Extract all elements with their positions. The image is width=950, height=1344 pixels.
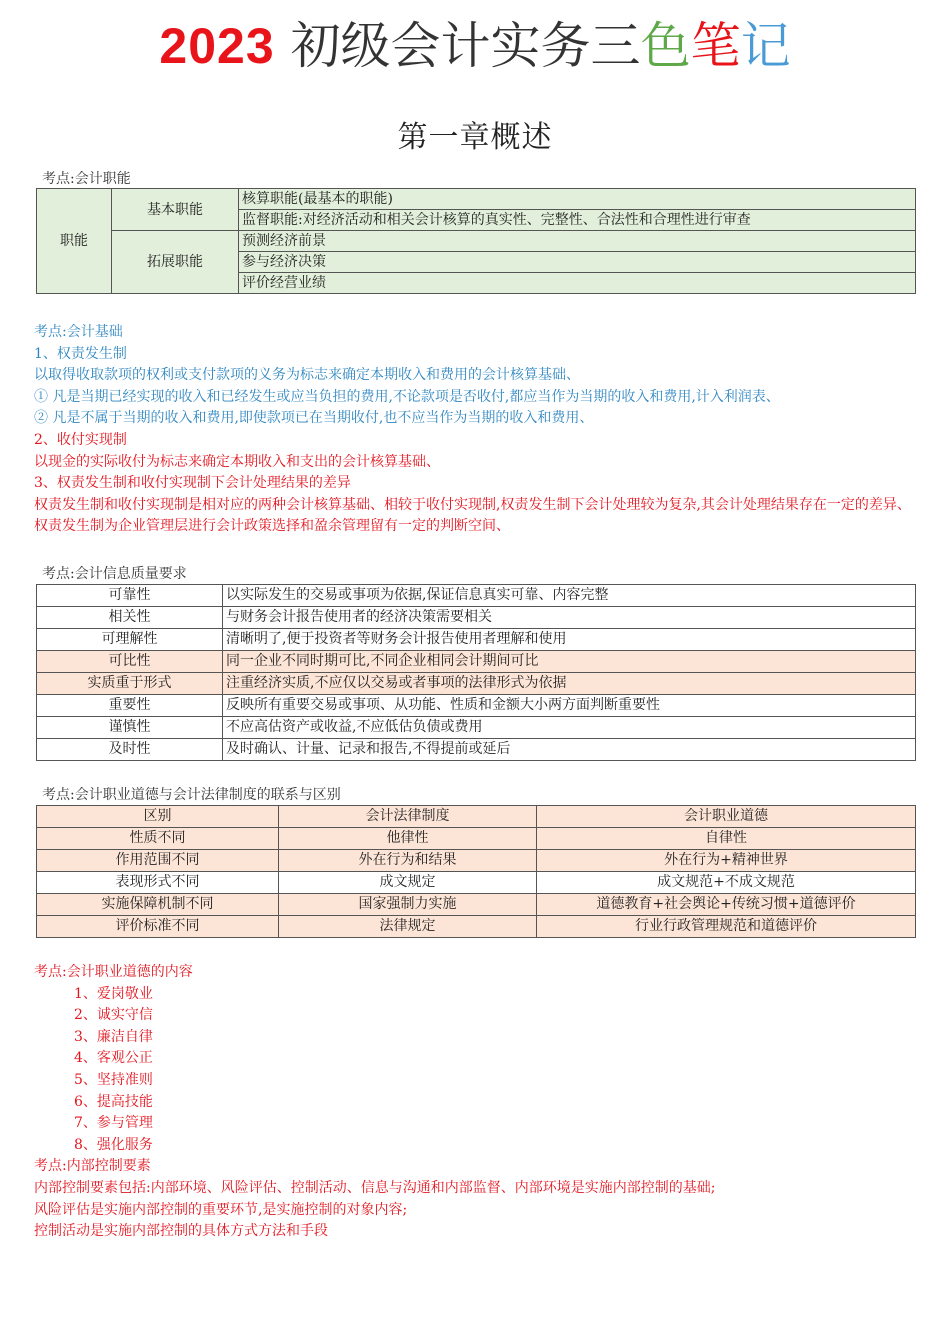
basis-diff-text: 权责发生制和收付实现制是相对应的两种会计核算基础、相较于收付实现制,权责发生制下会计处理较为复杂,其会计处理结果存在一定的差异、权责发生制为企业管理层进行会计政策选择和盈余管理留有一定的判断空间、 <box>34 496 911 535</box>
table-row <box>37 673 916 695</box>
table-row <box>37 894 916 916</box>
accrual-title: 1、权责发生制 <box>34 345 127 362</box>
ethics-law-caption: 考点:会计职业道德与会计法律制度的联系与区别 <box>42 787 341 803</box>
document-title <box>0 16 950 76</box>
table-row <box>37 828 916 850</box>
ethics-content-heading: 考点:会计职业道德的内容 <box>34 964 193 980</box>
list-item: 3、廉洁自律 <box>74 1028 153 1045</box>
basis-heading: 考点:会计基础 <box>34 324 123 340</box>
quality-key: 相关性 <box>37 607 223 629</box>
extended-functions-label: 拓展职能 <box>112 231 239 294</box>
quality-value: 同一企业不同时期可比,不同企业相同会计期间可比 <box>223 651 916 673</box>
list-item: 5、坚持准则 <box>74 1071 153 1088</box>
quality-key: 重要性 <box>37 695 223 717</box>
quality-key: 实质重于形式 <box>37 673 223 695</box>
extended-function-item: 评价经营业绩 <box>239 273 916 294</box>
quality-value: 不应高估资产或收益,不应低估负债或费用 <box>223 717 916 739</box>
column-header: 会计法律制度 <box>279 806 537 828</box>
table-cell: 法律规定 <box>279 916 537 938</box>
list-item: 6、提高技能 <box>74 1093 153 1110</box>
table-cell: 国家强制力实施 <box>279 894 537 916</box>
accrual-point-1: ① 凡是当期已经实现的收入和已经发生或应当负担的费用,不论款项是否收付,都应当作为当期的收入和费用,计入利润表、 <box>34 388 780 405</box>
accrual-definition: 以取得收取款项的权利或支付款项的义务为标志来确定本期收入和费用的会计核算基础、 <box>34 367 580 384</box>
table-row <box>37 607 916 629</box>
quality-key: 及时性 <box>37 739 223 761</box>
table-header-row <box>37 806 916 828</box>
table-cell: 行业行政管理规范和道德评价 <box>537 916 916 938</box>
quality-caption: 考点:会计信息质量要求 <box>42 566 187 582</box>
quality-value: 与财务会计报告使用者的经济决策需要相关 <box>223 607 916 629</box>
ethics-content-section <box>34 962 715 1243</box>
table-cell: 外在行为和结果 <box>279 850 537 872</box>
quality-key: 可靠性 <box>37 585 223 607</box>
title-char-pen: 笔 <box>690 17 741 75</box>
accrual-point-2: ② 凡是不属于当期的收入和费用,即使款项已在当期收付,也不应当作为当期的收入和费用、 <box>34 410 594 427</box>
table-cell: 外在行为+精神世界 <box>537 850 916 872</box>
internal-control-line: 风险评估是实施内部控制的重要环节,是实施控制的对象内容; <box>34 1201 408 1218</box>
basic-function-item: 核算职能(最基本的职能) <box>239 189 916 210</box>
table-row <box>37 695 916 717</box>
list-item: 4、客观公正 <box>74 1050 153 1067</box>
table-row <box>37 739 916 761</box>
table-row <box>37 916 916 938</box>
table-row <box>37 717 916 739</box>
basic-functions-label: 基本职能 <box>112 189 239 231</box>
accounting-basis-section <box>34 322 916 538</box>
table-row <box>37 872 916 894</box>
column-header: 区别 <box>37 806 279 828</box>
quality-table <box>36 584 916 761</box>
extended-function-item: 预测经济前景 <box>239 231 916 252</box>
functions-caption: 考点:会计职能 <box>42 171 131 187</box>
column-header: 会计职业道德 <box>537 806 916 828</box>
quality-value: 清晰明了,便于投资者等财务会计报告使用者理解和使用 <box>223 629 916 651</box>
quality-key: 谨慎性 <box>37 717 223 739</box>
table-cell: 表现形式不同 <box>37 872 279 894</box>
internal-control-line: 内部控制要素包括:内部环境、风险评估、控制活动、信息与沟通和内部监督、内部环境是实施内部控制的基础; <box>34 1179 716 1196</box>
table-cell: 实施保障机制不同 <box>37 894 279 916</box>
functions-root: 职能 <box>37 189 112 294</box>
internal-control-heading: 考点:内部控制要素 <box>34 1158 151 1175</box>
basic-function-item: 监督职能:对经济活动和相关会计核算的真实性、完整性、合法性和合理性进行审查 <box>239 210 916 231</box>
functions-table <box>36 188 916 294</box>
table-cell: 成文规范+不成文规范 <box>537 872 916 894</box>
quality-key: 可理解性 <box>37 629 223 651</box>
table-row <box>37 850 916 872</box>
table-cell: 性质不同 <box>37 828 279 850</box>
ethics-law-table <box>36 805 916 938</box>
table-cell: 道德教育+社会舆论+传统习惯+道德评价 <box>537 894 916 916</box>
table-row <box>37 629 916 651</box>
title-char-note: 记 <box>740 17 791 75</box>
extended-function-item: 参与经济决策 <box>239 252 916 273</box>
cash-basis-title: 2、收付实现制 <box>34 431 127 448</box>
list-item: 8、强化服务 <box>74 1136 153 1153</box>
table-row <box>37 651 916 673</box>
quality-value: 注重经济实质,不应仅以交易或者事项的法律形式为依据 <box>223 673 916 695</box>
basis-diff-title: 3、权责发生制和收付实现制下会计处理结果的差异 <box>34 475 351 492</box>
title-main: 初级会计实务三 <box>290 17 641 75</box>
table-cell: 他律性 <box>279 828 537 850</box>
list-item: 1、爱岗敬业 <box>74 985 153 1002</box>
quality-value: 及时确认、计量、记录和报告,不得提前或延后 <box>223 739 916 761</box>
table-cell: 成文规定 <box>279 872 537 894</box>
list-item: 7、参与管理 <box>74 1115 153 1132</box>
cash-basis-definition: 以现金的实际收付为标志来确定本期收入和支出的会计核算基础、 <box>34 453 440 470</box>
quality-value: 反映所有重要交易或事项、从功能、性质和金额大小两方面判断重要性 <box>223 695 916 717</box>
table-cell: 评价标准不同 <box>37 916 279 938</box>
quality-key: 可比性 <box>37 651 223 673</box>
table-row <box>37 585 916 607</box>
title-char-color: 色 <box>640 17 691 75</box>
title-year: 2023 <box>159 18 275 74</box>
table-cell: 自律性 <box>537 828 916 850</box>
table-cell: 作用范围不同 <box>37 850 279 872</box>
chapter-title: 第一章概述 <box>397 120 553 155</box>
quality-value: 以实际发生的交易或事项为依据,保证信息真实可靠、内容完整 <box>223 585 916 607</box>
list-item: 2、诚实守信 <box>74 1007 153 1024</box>
internal-control-line: 控制活动是实施内部控制的具体方式方法和手段 <box>34 1223 328 1240</box>
